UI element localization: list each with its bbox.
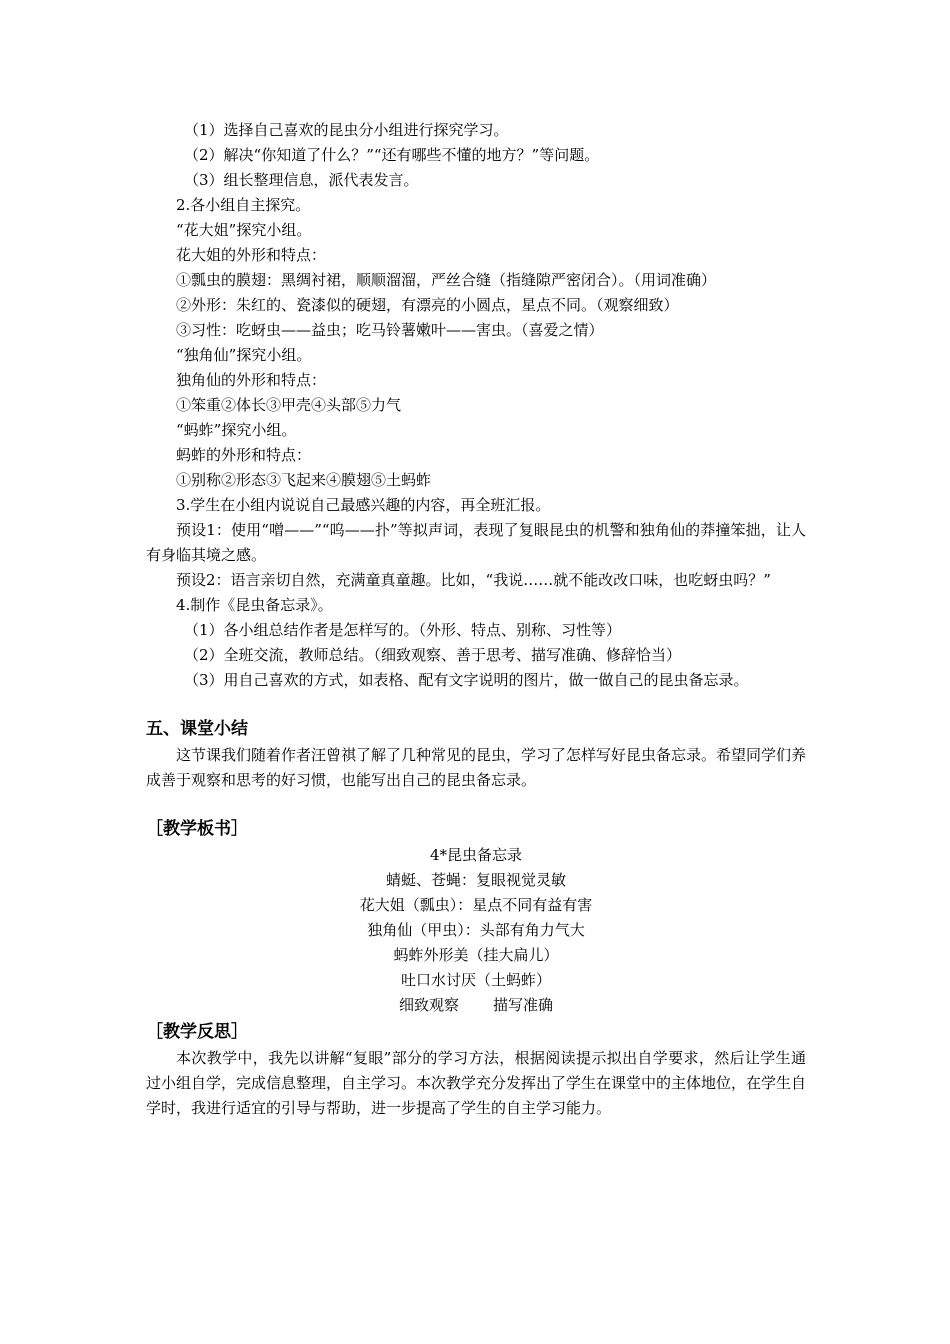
step-4-item-2: （2）全班交流，教师总结。（细致观察、善于思考、描写准确、修辞恰当） <box>184 646 682 664</box>
activity-line: ③习性：吃蚜虫——益虫；吃马铃薯嫩叶——害虫。（喜爱之情） <box>176 321 604 339</box>
summary-heading: 五、课堂小结 <box>146 719 248 739</box>
activity-line: ①瓢虫的膜翅：黑绸衬裙，顺顺溜溜，严丝合缝（指缝隙严密闭合）。（用词准确） <box>176 271 717 289</box>
document-page <box>146 118 806 1121</box>
activity-line: 2.各小组自主探究。 <box>176 196 311 214</box>
activity-line: （3）组长整理信息，派代表发言。 <box>184 171 419 189</box>
activity-line: 蚂蚱的外形和特点： <box>176 446 312 464</box>
reflection-text: 本次教学中，我先以讲解“复眼”部分的学习方法，根据阅读提示拟出自学要求，然后让学生通过小组自学，完成信息整理，自主学习。本次教学充分发挥出了学生在课堂中的主体地位，在学生自学时，我进行适宜的引导与帮助，进一步提高了学生的自主学习能力。 <box>146 1049 807 1117</box>
activity-line: 3.学生在小组内说说自己最感兴趣的内容，再全班汇报。 <box>176 496 551 514</box>
activity-line: （2）解决“你知道了什么？”“还有哪些不懂的地方？”等问题。 <box>184 146 600 164</box>
activity-line: “独角仙”探究小组。 <box>176 346 312 364</box>
activity-line: （1）选择自己喜欢的昆虫分小组进行探究学习。 <box>184 121 509 139</box>
board-line: 吐口水讨厌（土蚂蚱） <box>400 971 551 989</box>
board-title: 4*昆虫备忘录 <box>429 846 523 864</box>
activity-line: “蚂蚱”探究小组。 <box>176 421 297 439</box>
preset-2: 预设2：语言亲切自然，充满童真童趣。比如，“我说……就不能改改口味，也吃蚜虫吗？” <box>176 571 771 589</box>
board-heading: ［教学板书］ <box>146 819 248 839</box>
board-footer-right: 描写准确 <box>493 996 554 1014</box>
activity-line: “花大姐”探究小组。 <box>176 221 312 239</box>
board-line: 花大姐（瓢虫）：星点不同有益有害 <box>359 896 593 914</box>
activity-line: 独角仙的外形和特点： <box>176 371 327 389</box>
activity-line: ①笨重②体长③甲壳④头部⑤力气 <box>176 396 402 414</box>
activity-list <box>146 118 806 518</box>
board-footer-left: 细致观察 <box>398 996 459 1014</box>
step-4-item-1: （1）各小组总结作者是怎样写的。（外形、特点、别称、习性等） <box>184 621 622 639</box>
step-4-title: 4.制作《昆虫备忘录》。 <box>176 596 333 614</box>
board-line: 蜻蜓、苍蝇：复眼视觉灵敏 <box>385 871 566 889</box>
activity-line: ②外形：朱红的、瓷漆似的硬翅，有漂亮的小圆点，星点不同。（观察细致） <box>176 296 679 314</box>
summary-text: 这节课我们随着作者汪曾祺了解了几种常见的昆虫，学习了怎样写好昆虫备忘录。希望同学们养成善于观察和思考的好习惯，也能写出自己的昆虫备忘录。 <box>146 746 807 789</box>
board-line: 蚂蚱外形美（挂大扁儿） <box>393 946 559 964</box>
activity-line: 花大姐的外形和特点： <box>176 246 327 264</box>
step-4-item-3: （3）用自己喜欢的方式，如表格、配有文字说明的图片，做一做自己的昆虫备忘录。 <box>184 671 749 689</box>
reflection-heading: ［教学反思］ <box>146 1022 248 1042</box>
activity-line: ①别称②形态③飞起来④膜翅⑤土蚂蚱 <box>176 471 432 489</box>
preset-1: 预设1：使用“噌——”“呜——扑”等拟声词，表现了复眼昆虫的机警和独角仙的莽撞笨拙，让人有身临其境之感。 <box>146 521 806 564</box>
board-footer <box>146 993 806 1018</box>
board-line: 独角仙（甲虫）：头部有角力气大 <box>367 921 585 939</box>
